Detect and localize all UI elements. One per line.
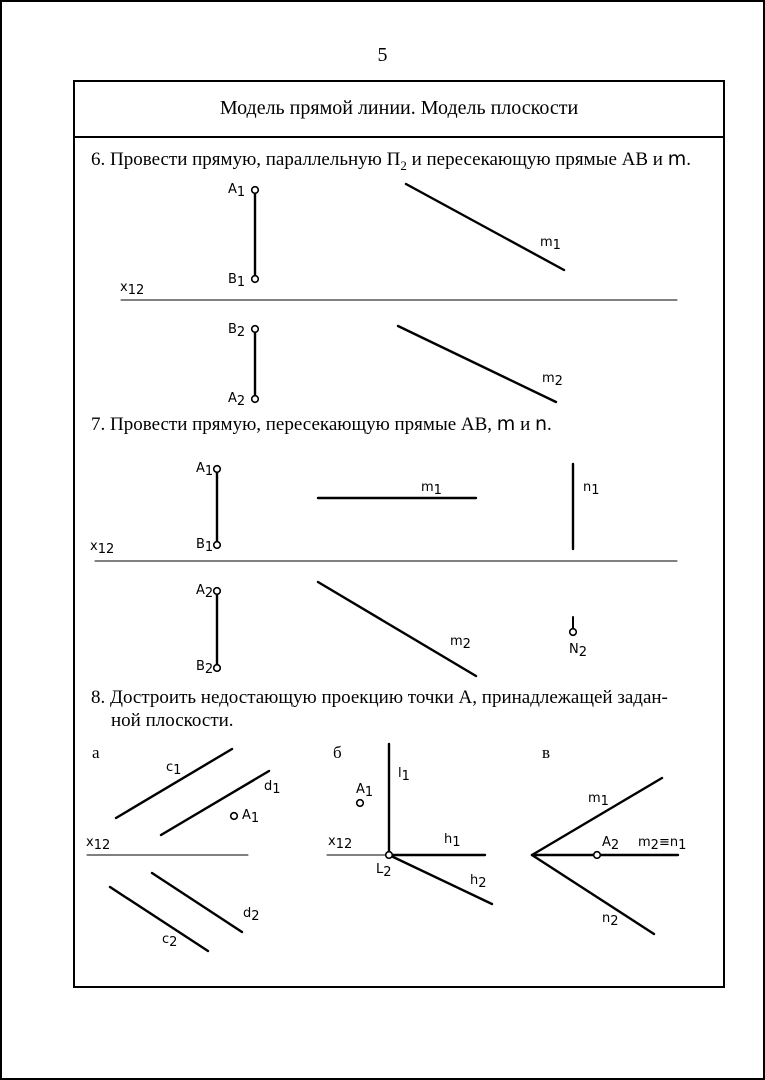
t8b-label-x12: x12 (328, 834, 353, 852)
t8a-label-A1: A1 (242, 808, 260, 826)
t6-line-m2 (398, 326, 556, 402)
t8b-label-l1: l1 (398, 766, 410, 784)
t8a-point-A1 (231, 813, 238, 820)
t7-point-N2 (570, 629, 577, 636)
t7-point-B1 (214, 542, 221, 549)
t7-label-n1: n1 (583, 480, 600, 498)
t8b-point-L2 (386, 852, 393, 859)
t7-label-x12: x12 (90, 539, 115, 557)
section-title: Модель прямой линии. Модель плоскости (219, 97, 579, 119)
t6-point-A1 (252, 187, 259, 194)
t7-label-N2: N2 (569, 642, 588, 660)
t8b-label-h2: h2 (470, 873, 487, 891)
t8b-label: б (333, 743, 342, 762)
t6-label-m1: m1 (540, 235, 561, 253)
t6-label-A2: A2 (228, 391, 246, 409)
t6-point-B2 (252, 326, 259, 333)
t7-label-m2: m2 (450, 634, 471, 652)
t8b-label-L2: L2 (376, 862, 392, 880)
t8v-label-A2: A2 (602, 835, 620, 853)
t7-line-m2 (318, 582, 476, 676)
t7-label-B2: B2 (196, 659, 214, 677)
t8a-label-c2: c2 (162, 932, 178, 950)
t6-line-m1 (406, 184, 564, 270)
task-6-text: 6. Провести прямую, параллельную $П_2$ и пересекающую прямые АВ и m. (91, 148, 691, 173)
t8a-label-c1: c1 (166, 760, 182, 778)
t8a-line-c2 (110, 887, 208, 951)
t8a-label-d1: d1 (264, 779, 281, 797)
t8b-label-A1: A1 (356, 782, 374, 800)
t7-point-B2 (214, 665, 221, 672)
t8v-label-n2: n2 (602, 911, 619, 929)
t8v-label-m2-eq-n1: m2≡n1 (638, 835, 687, 853)
t7-point-A1 (214, 466, 221, 473)
t8v-label-m1: m1 (588, 791, 609, 809)
t8v-label: в (542, 743, 551, 762)
t8a-label-x12: x12 (86, 835, 111, 853)
t6-label-A1: A1 (228, 182, 246, 200)
t7-point-A2 (214, 588, 221, 595)
t6-label-x12: x12 (120, 280, 145, 298)
t8a-label-d2: d2 (243, 906, 260, 924)
task-7-text: 7. Провести прямую, пересекающую прямые АВ, m и n. (91, 413, 552, 435)
t6-point-A2 (252, 396, 259, 403)
t7-label-A1: A1 (196, 461, 214, 479)
t6-point-B1 (252, 276, 259, 283)
task-8-line2: ной плоскости. (111, 710, 234, 731)
task-8-line1: 8. Достроить недостающую проекцию точки А, принадлежащей задан- (91, 687, 668, 708)
t8v-point-A2 (594, 852, 601, 859)
t6-label-B2: B2 (228, 322, 246, 340)
t7-label-B1: B1 (196, 537, 214, 555)
t7-label-A2: A2 (196, 583, 214, 601)
t8a-label: а (92, 743, 100, 762)
t8a-line-c1 (116, 749, 232, 818)
t6-label-B1: B1 (228, 272, 246, 290)
t8v-line-n2 (532, 855, 654, 934)
t6-label-m2: m2 (542, 371, 563, 389)
page-number: 5 (377, 44, 388, 66)
t8b-label-h1: h1 (444, 832, 461, 850)
t8b-point-A1 (357, 800, 364, 807)
t7-label-m1: m1 (421, 480, 442, 498)
